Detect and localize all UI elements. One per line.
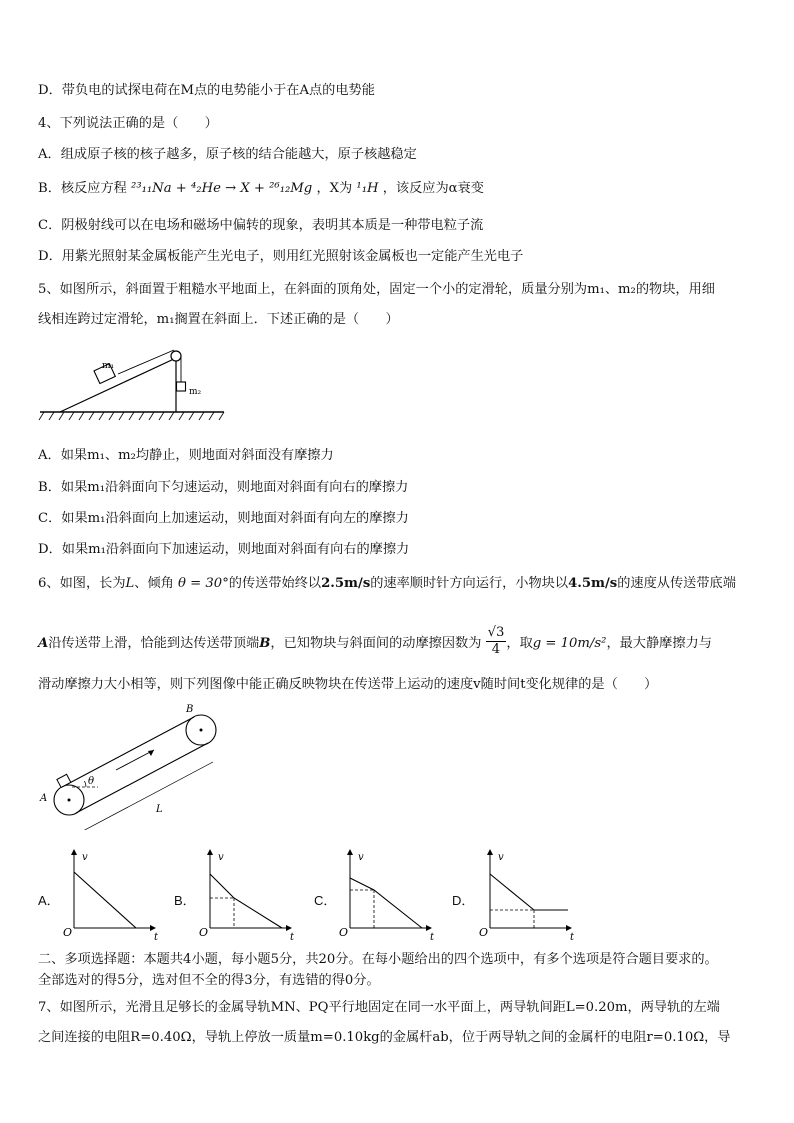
q5-option-d: D．如果m₁沿斜面向下加速运动，则地面对斜面有向右的摩擦力 bbox=[38, 542, 410, 557]
q7-stem-line2: 之间连接的电阻R=0.40Ω，导轨上停放一质量m=0.10kg的金属杆ab，位于两导轨之间的金属杆的电阻r=0.10Ω，导 bbox=[38, 1030, 731, 1045]
angle-arc bbox=[85, 781, 87, 787]
fraction-numerator: √3 bbox=[487, 625, 505, 640]
label-m1: m₁ bbox=[102, 361, 115, 371]
q4-option-d: D．用紫光照射某金属板能产生光电子，则用红光照射该金属板也一定能产生光电子 bbox=[38, 249, 524, 264]
graph-label-c[interactable]: C． bbox=[314, 893, 337, 908]
velocity-line bbox=[74, 872, 136, 928]
q5-stem-line2: 线相连跨过定滑轮，m₁搁置在斜面上．下述正确的是（ ） bbox=[38, 312, 399, 327]
axis-t: t bbox=[290, 932, 295, 940]
q6-stem-line2 bbox=[38, 627, 758, 660]
velocity-line bbox=[350, 878, 422, 928]
length-dimension-line bbox=[81, 762, 213, 830]
axis-t: t bbox=[430, 932, 435, 940]
graph-a[interactable] bbox=[60, 846, 170, 940]
q6-friction-fraction bbox=[486, 625, 507, 658]
label-m2: m₂ bbox=[189, 387, 202, 397]
axis-v: v bbox=[218, 852, 224, 863]
axis-v: v bbox=[82, 852, 88, 863]
graph-label-a[interactable]: A． bbox=[38, 893, 60, 908]
q5-option-b: B．如果m₁沿斜面向下匀速运动，则地面对斜面有向右的摩擦力 bbox=[38, 480, 409, 495]
graph-c[interactable] bbox=[336, 846, 446, 940]
q5-stem-line1: 5、如图所示，斜面置于粗糙水平地面上，在斜面的顶角处，固定一个小的定滑轮，质量分别为m₁、m₂的物块，用细 bbox=[38, 282, 715, 297]
fraction-denominator: 4 bbox=[491, 642, 501, 657]
q6-belt-speed: 2.5m/s bbox=[321, 576, 371, 591]
pulley bbox=[171, 351, 181, 361]
graph-b[interactable] bbox=[196, 846, 306, 940]
belt-upper bbox=[62, 717, 194, 787]
top-roller-axle bbox=[200, 729, 203, 732]
q6-text: ，取 bbox=[506, 636, 533, 651]
q5-incline-figure bbox=[38, 344, 238, 424]
q4-option-c: C．阴极射线可以在电场和磁场中偏转的现象，表明其本质是一种带电粒子流 bbox=[38, 218, 484, 233]
q6-theta-value: θ = 30° bbox=[178, 576, 229, 591]
q4-option-b-x: ¹₁H bbox=[356, 181, 379, 196]
label-l: L bbox=[156, 804, 163, 815]
ground-hatching bbox=[39, 412, 224, 420]
q4-option-b-suffix: ，该反应为α衰变 bbox=[382, 181, 484, 196]
q6-text: ，最大静摩擦力与 bbox=[606, 636, 712, 651]
graph-label-b[interactable]: B． bbox=[174, 893, 196, 908]
q6-conveyor-figure bbox=[36, 700, 236, 830]
axis-t: t bbox=[570, 932, 575, 940]
origin-o: O bbox=[199, 926, 209, 939]
axis-v: v bbox=[498, 852, 504, 863]
q4-stem: 4、下列说法正确的是（ ） bbox=[38, 116, 218, 131]
q6-length-symbol: L bbox=[125, 576, 135, 591]
q3-option-d: D．带负电的试探电荷在M点的电势能小于在A点的电势能 bbox=[38, 83, 375, 98]
origin-o: O bbox=[63, 926, 73, 939]
q4-option-b bbox=[38, 180, 758, 198]
q6-text: 6、如图，长为 bbox=[38, 576, 126, 591]
q6-point-b: B bbox=[259, 636, 271, 651]
q6-text: 的速率顺时针方向运行，小物块以 bbox=[370, 576, 569, 591]
incline-surface bbox=[60, 358, 176, 412]
q4-option-b-prefix: B．核反应方程 bbox=[38, 181, 127, 196]
q6-block-speed: 4.5m/s bbox=[568, 576, 618, 591]
motion-arrow bbox=[116, 750, 154, 770]
q6-gravity-value: g = 10m/s² bbox=[532, 636, 607, 651]
q4-option-b-equation: ²³₁₁Na + ⁴₂He → X + ²⁶₁₂Mg bbox=[131, 181, 313, 196]
velocity-line bbox=[210, 874, 282, 928]
bottom-roller-axle bbox=[68, 799, 71, 802]
q7-stem-line1: 7、如图所示，光滑且足够长的金属导轨MN、PQ平行地固定在同一水平面上，两导轨间距L=0.20m，两导轨的左端 bbox=[38, 1000, 720, 1015]
graph-d[interactable] bbox=[476, 846, 586, 940]
string-incline bbox=[118, 350, 174, 374]
q6-text: 沿传送带上滑，恰能到达传送带顶端 bbox=[48, 636, 260, 651]
q6-point-a: A bbox=[38, 636, 49, 651]
velocity-line bbox=[490, 874, 568, 910]
origin-o: O bbox=[479, 926, 489, 939]
q6-text: 、倾角 bbox=[134, 576, 174, 591]
axis-v: v bbox=[358, 852, 364, 863]
q4-option-a: A．组成原子核的核子越多，原子核的结合能越大，原子核越稳定 bbox=[38, 147, 417, 162]
q5-option-a: A．如果m₁、m₂均静止，则地面对斜面没有摩擦力 bbox=[38, 448, 334, 463]
q5-option-c: C．如果m₁沿斜面向上加速运动，则地面对斜面有向左的摩擦力 bbox=[38, 511, 409, 526]
label-theta: θ bbox=[88, 776, 95, 787]
belt-lower bbox=[76, 743, 208, 813]
section2-instructions-line1: 二、多项选择题：本题共4小题，每小题5分，共20分。在每小题给出的四个选项中，有多个选项是符合题目要求的。 bbox=[38, 952, 718, 967]
graph-label-d[interactable]: D． bbox=[452, 893, 475, 908]
label-b: B bbox=[186, 704, 194, 715]
label-a: A bbox=[40, 793, 48, 804]
section2-instructions-line2: 全部选对的得5分，选对但不全的得3分，有选错的得0分。 bbox=[38, 973, 380, 988]
q6-stem-line1 bbox=[38, 575, 758, 593]
origin-o: O bbox=[339, 926, 349, 939]
q6-stem-line3: 滑动摩擦力大小相等，则下列图像中能正确反映物块在传送带上运动的速度v随时间t变化规律的是（ ） bbox=[38, 677, 658, 692]
q6-text: 的速度从传送带底端 bbox=[617, 576, 736, 591]
q6-text: 的传送带始终以 bbox=[228, 576, 322, 591]
axis-t: t bbox=[154, 932, 159, 940]
q4-option-b-mid: ，X为 bbox=[316, 181, 353, 196]
block-m2 bbox=[177, 382, 186, 391]
q6-text: ，已知物块与斜面间的动摩擦因数为 bbox=[270, 636, 482, 651]
